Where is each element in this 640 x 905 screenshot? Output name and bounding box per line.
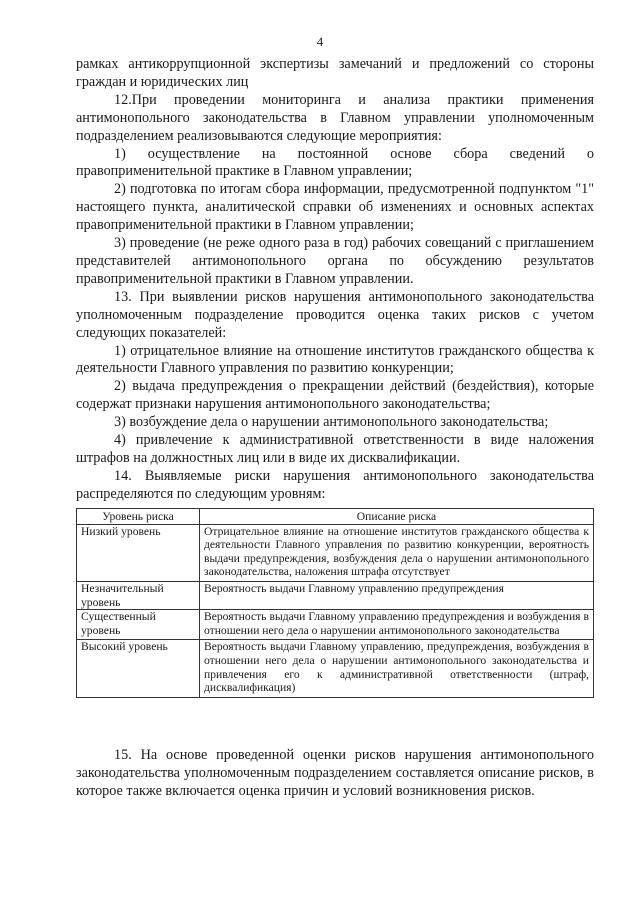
risk-level-cell: Незначительный уровень xyxy=(77,581,200,609)
risk-description-cell: Вероятность выдачи Главному управлению предупреждения и возбуждения в отношении него дела о нарушении антимонопольного законодательства xyxy=(200,610,594,640)
risk-level-cell: Существенный уровень xyxy=(77,610,200,640)
risk-description-cell: Вероятность выдачи Главному управлению, предупреждения, возбуждения в отношении него дела о нарушении антимонопольного законодательства и привлечения его к административной ответственности (штраф, дисквалификация) xyxy=(200,640,594,697)
paragraph-item-13-2: 2) выдача предупреждения о прекращении действий (бездействия), которые содержат признаки нарушения антимонопольного законодательства; xyxy=(76,378,594,413)
body-text xyxy=(76,56,594,504)
table-header-row xyxy=(77,509,594,525)
final-text xyxy=(76,746,594,801)
risk-level-cell: Высокий уровень xyxy=(77,640,200,697)
paragraph-item-12-1: 1) осуществление на постоянной основе сбора сведений о правоприменительной практике в Главном управлении; xyxy=(76,145,594,180)
table-row xyxy=(77,640,594,697)
column-header-description: Описание риска xyxy=(200,509,594,525)
paragraph-item-13-4: 4) привлечение к административной ответственности в виде наложения штрафов на должностных лиц или в виде их дисквалификации. xyxy=(76,432,594,466)
paragraph-item-13-3: 3) возбуждение дела о нарушении антимонопольного законодательства; xyxy=(114,414,549,431)
risk-levels-table xyxy=(76,508,594,698)
paragraph-item-12: 12.При проведении мониторинга и анализа практики применения антимонопольного законодательства в Главном управлении уполномоченным подразделением реализовываются следующие мероприятия: xyxy=(76,91,594,144)
table-row xyxy=(77,581,594,609)
paragraph-item-15: 15. На основе проведенной оценки рисков нарушения антимонопольного законодательства уполномоченным подразделением составляется описание рисков, в которое также включается оценка причин и условий возникновения рисков. xyxy=(76,747,594,800)
paragraph-item-13: 13. При выявлении рисков нарушения антимонопольного законодательства уполномоченным подразделение проводится оценка таких рисков с учетом следующих показателей: xyxy=(76,288,594,341)
paragraph-item-12-3: 3) проведение (не реже одного раза в год) рабочих совещаний с приглашением представителей антимонопольного органа по обсуждению результатов правоприменительной практики в Главном управлении. xyxy=(76,235,594,287)
risk-description-cell: Отрицательное влияние на отношение институтов гражданского общества к деятельности Главного управления по развитию конкуренции, вероятность выдачи предупреждения, возбуждения дела о нарушении антимонопольного законодательства, наложения штрафа отсутствует xyxy=(200,524,594,581)
paragraph-item-12-2: 2) подготовка по итогам сбора информации, предусмотренной подпунктом "1" настоящего пункта, аналитической справки об изменениях и основных аспектах правоприменительной практики в Главном управлении; xyxy=(76,181,594,234)
paragraph-item-14: 14. Выявляемые риски нарушения антимонопольного законодательства распределяются по следующим уровням: xyxy=(76,467,594,502)
risk-level-cell: Низкий уровень xyxy=(77,524,200,581)
risk-description-cell: Вероятность выдачи Главному управлению предупреждения xyxy=(200,581,594,609)
table-row xyxy=(77,524,594,581)
column-header-level: Уровень риска xyxy=(77,509,200,525)
page-number: 4 xyxy=(316,34,324,49)
paragraph-item-13-1: 1) отрицательное влияние на отношение институтов гражданского общества к деятельности Главного управления по развитию конкуренции; xyxy=(76,342,594,377)
table-row xyxy=(77,610,594,640)
paragraph-continuation: рамках антикоррупционной экспертизы замечаний и предложений со стороны граждан и юридических лиц xyxy=(76,56,594,90)
